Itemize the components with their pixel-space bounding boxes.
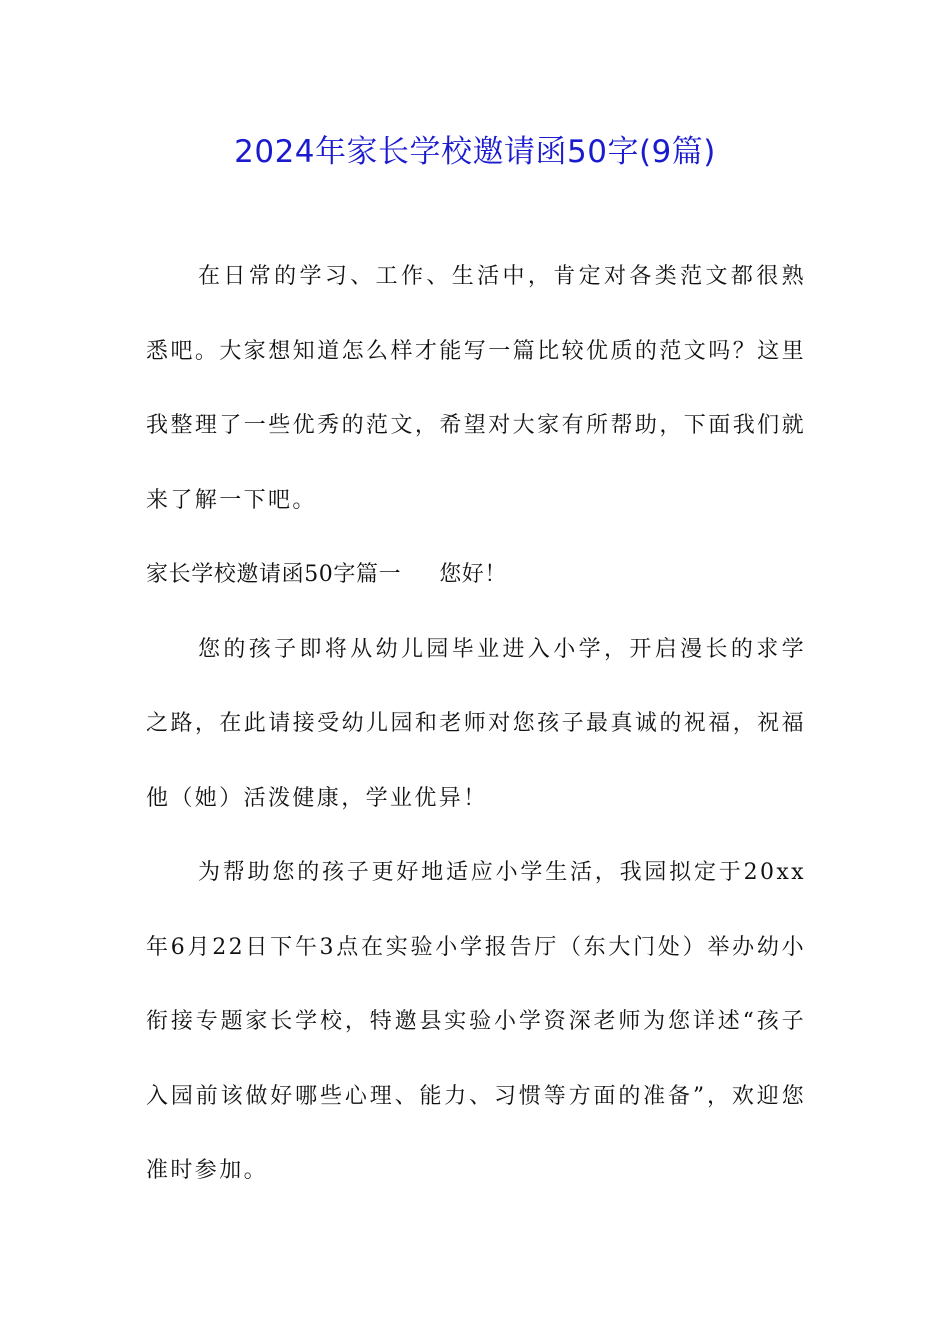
section-heading-line	[146, 538, 806, 613]
body-paragraph: 为帮助您的孩子更好地适应小学生活，我园拟定于20xx年6月22日下午3点在实验小学报告厅（东大门处）举办幼小衔接专题家长学校，特邀县实验小学资深老师为您详述“孩子入园前该做好哪些心理、能力、习惯等方面的准备”，欢迎您准时参加。	[146, 860, 806, 1183]
body-paragraph: 您的孩子即将从幼儿园毕业进入小学，开启漫长的求学之路，在此请接受幼儿园和老师对您孩子最真诚的祝福，祝福他（她）活泼健康，学业优异！	[146, 636, 806, 811]
section-heading: 家长学校邀请函50字篇一	[146, 562, 402, 587]
greeting: 您好！	[439, 562, 508, 587]
document-title: 2024年家长学校邀请函50字(9篇)	[234, 134, 716, 170]
intro-paragraph: 在日常的学习、工作、生活中，肯定对各类范文都很熟悉吧。大家想知道怎么样才能写一篇比较优质的范文吗？这里我整理了一些优秀的范文，希望对大家有所帮助，下面我们就来了解一下吧。	[146, 264, 806, 513]
document-body	[146, 240, 806, 1209]
